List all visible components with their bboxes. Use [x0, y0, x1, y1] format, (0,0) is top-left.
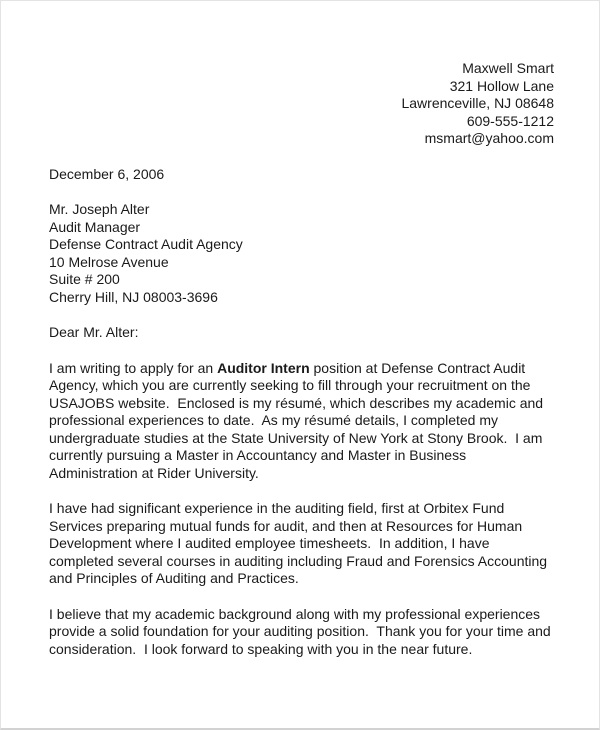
body-paragraph-2: I have had significant experience in the auditing field, first at Orbitex Fund Services preparing mutual funds for audit, and then at Resources for Human Development where I audited employee timesheets. In addition, I have completed several courses in auditing including Fraud and Forensics Accounting and Principles of Auditing and Practices.	[49, 500, 551, 586]
body-paragraph-3: I believe that my academic background along with my professional experiences provide a solid foundation for your auditing position. Thank you for your time and consideration. I look forward to speaking with you in the near future.	[49, 605, 555, 657]
body-paragraph-1	[49, 360, 554, 483]
sender-street: 321 Hollow Lane	[449, 77, 554, 94]
recipient-suite: Suite # 200	[49, 271, 120, 287]
sender-phone: 609-555-1212	[466, 112, 554, 129]
paragraph-1-lead: I am writing to apply for an	[49, 359, 218, 376]
position-title-bold: Auditor Intern	[217, 359, 310, 376]
letter-date: December 6, 2006	[49, 165, 165, 182]
recipient-street: 10 Melrose Avenue	[49, 253, 169, 270]
sender-city-state-zip: Lawrenceville, NJ 08648	[401, 95, 554, 111]
recipient-company: Defense Contract Audit Agency	[49, 236, 243, 252]
sender-name: Maxwell Smart	[462, 60, 554, 76]
paragraph-1-rest: position at Defense Contract Audit Agency, which you are currently seeking to fill through your recruitment on the USAJOBS website. Enclosed is my résumé, which describes my academic and professional experiences to date. As my résumé details, I completed my undergraduate studies at the State University of New York at Stony Brook. I am currently pursuing a Master in Accountancy and Master in Business Administration at Rider University.	[49, 359, 547, 481]
recipient-city-state-zip: Cherry Hill, NJ 08003-3696	[49, 288, 218, 305]
sender-address-block	[49, 60, 554, 148]
salutation: Dear Mr. Alter:	[49, 324, 139, 340]
recipient-title: Audit Manager	[49, 218, 141, 235]
sender-email: msmart@yahoo.com	[424, 130, 554, 146]
recipient-address-block	[49, 201, 554, 306]
recipient-name: Mr. Joseph Alter	[49, 201, 150, 217]
